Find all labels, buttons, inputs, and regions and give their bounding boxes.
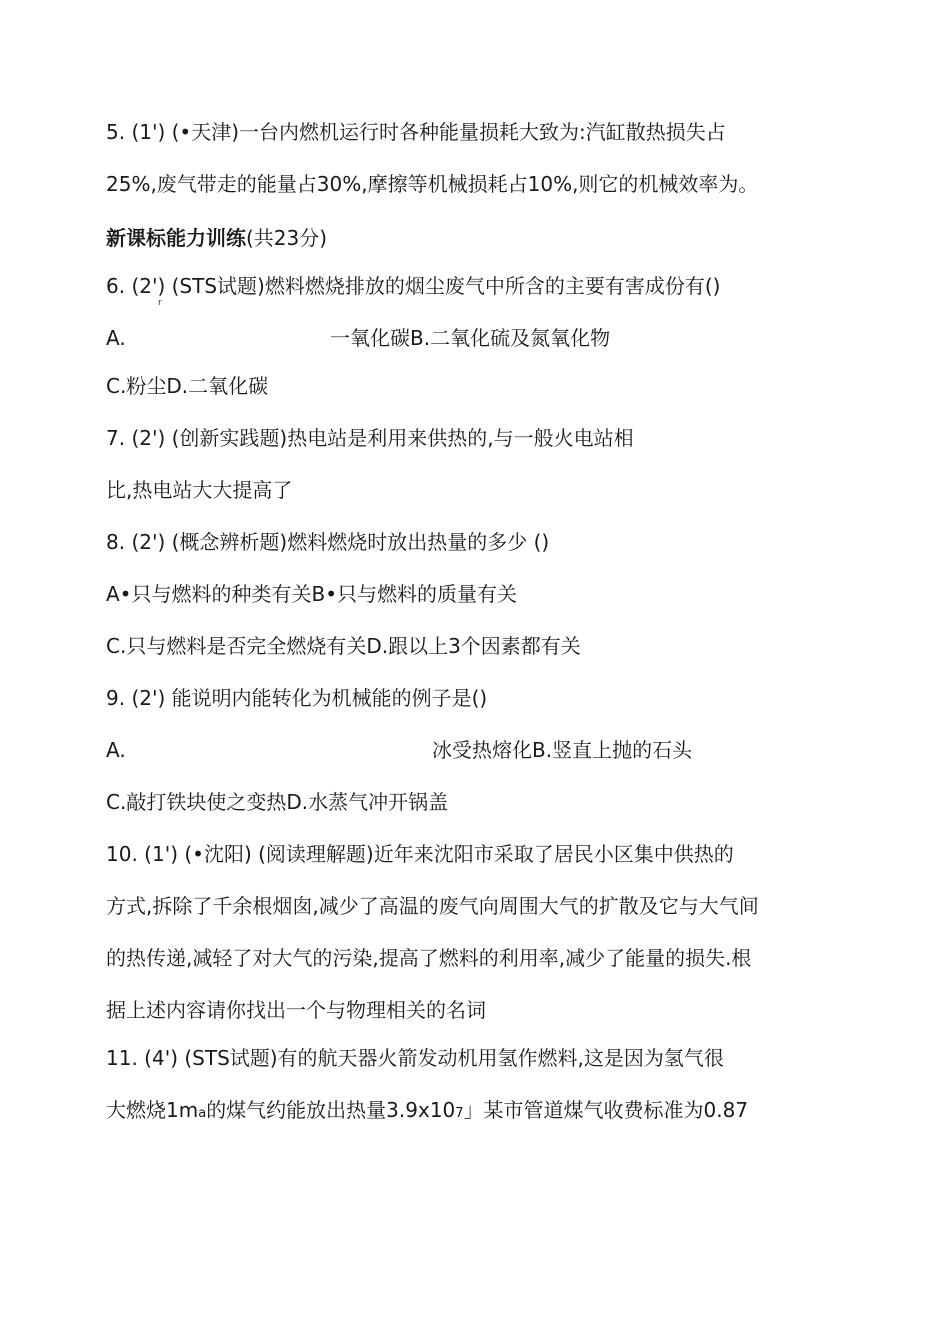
q7-line-1: 7. (2') (创新实践题)热电站是利用来供热的,与一般火电站相 — [106, 426, 634, 450]
q6-stem: 6. (2') (STS试题)燃料燃烧排放的烟尘废气中所含的主要有害成份有() — [106, 274, 721, 298]
q8-stem: 8. (2') (概念辨析题)燃料燃烧时放出热量的多少 () — [106, 530, 550, 554]
q11-text-b: 的煤气约能放出热量3.9x10 — [206, 1098, 456, 1122]
q11-subscript-7: 7 — [455, 1106, 464, 1121]
q11-text-c: 」某市管道煤气收费标准为0.87 — [463, 1098, 749, 1122]
q9-option-a-label: A. — [106, 738, 126, 762]
q9-option-ab — [106, 736, 850, 764]
section-heading — [106, 224, 850, 252]
q8-option-cd: C.只与燃料是否完全燃烧有关D.跟以上3个因素都有关 — [106, 634, 581, 658]
q6-option-a-label: A. — [106, 326, 126, 350]
q6-option-a-text: 一氧化碳B.二氧化硫及氮氧化物 — [330, 326, 611, 350]
q10-line-2: 方式,拆除了千余根烟囱,减少了高温的废气向周围大气的扩散及它与大气间 — [106, 894, 759, 918]
q9-stem: 9. (2') 能说明内能转化为机械能的例子是() — [106, 686, 488, 710]
q8-option-ab: A•只与燃料的种类有关B•只与燃料的质量有关 — [106, 582, 517, 606]
q5-line-2: 25%,废气带走的能量占30%,摩擦等机械损耗占10%,则它的机械效率为。 — [106, 172, 759, 196]
q11-text-a: 大燃烧1m — [106, 1098, 199, 1122]
q6-stray-mark: r — [158, 298, 162, 308]
q11-line-2 — [106, 1096, 850, 1128]
q6-option-ab — [106, 324, 850, 352]
q10-line-4: 据上述内容请你找出一个与物理相关的名词 — [106, 998, 486, 1022]
q7-line-2: 比,热电站大大提高了 — [106, 478, 293, 502]
q6-option-cd: C.粉尘D.二氧化碳 — [106, 374, 269, 398]
section-score: (共23分) — [246, 226, 328, 250]
q11-subscript-a: a — [198, 1106, 207, 1121]
q11-line-1: 11. (4') (STS试题)有的航天器火箭发动机用氢作燃料,这是因为氢气很 — [106, 1046, 724, 1070]
section-title: 新课标能力训练 — [106, 226, 246, 250]
q9-option-cd: C.敲打铁块使之变热D.水蒸气冲开锅盖 — [106, 790, 449, 814]
q9-option-a-text: 冰受热熔化B.竖直上抛的石头 — [432, 738, 693, 762]
q5-line-1: 5. (1') (•天津)一台内燃机运行时各种能量损耗大致为:汽缸散热损失占 — [106, 120, 726, 144]
q10-line-3: 的热传递,减轻了对大气的污染,提高了燃料的利用率,减少了能量的损失.根 — [106, 946, 752, 970]
q10-line-1: 10. (1') (•沈阳) (阅读理解题)近年来沈阳市采取了居民小区集中供热的 — [106, 842, 734, 866]
